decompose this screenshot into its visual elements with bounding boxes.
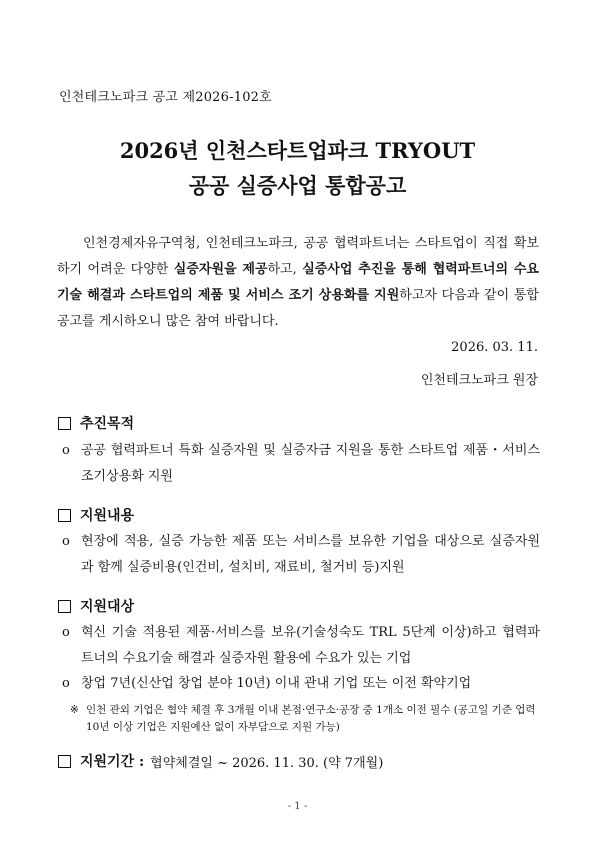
announcement-date: 2026. 03. 11.: [451, 340, 538, 355]
section-content-heading: [58, 505, 134, 525]
intro-text-3: 하고자 다음과 같이 통합공고를 게시하오니 많은 참여 바랍니다.: [57, 288, 539, 329]
note: [70, 702, 540, 736]
note-text: 인천 관외 기업은 협약 체결 후 3개월 이내 본점·연구소·공장 중 1개소 이전 필수 (공고일 기준 업력 10년 이상 기업은 지원예산 없이 자부담으로 지원 가능): [86, 704, 536, 733]
title-line-1: 2026년 인천스타트업파크 TRYOUT: [119, 138, 476, 163]
period-value: 협약체결일 ~ 2026. 11. 30. (약 7개월): [150, 755, 384, 771]
section-heading-text: 지원내용: [80, 508, 135, 524]
list-item: [62, 529, 540, 581]
checkbox-square-icon: [58, 755, 71, 768]
section-heading-text: 추진목적: [80, 416, 135, 432]
checkbox-square-icon: [58, 417, 71, 430]
bullet-icon: o: [62, 534, 70, 549]
page-number: - 1 -: [287, 801, 308, 812]
section-period-heading: [58, 751, 383, 771]
checkbox-square-icon: [58, 600, 71, 613]
intro-text-1: 인천경제자유구역청, 인천테크노파크, 공공 협력파트너는 스타트업이 직접 확보하기 어려운 다양한: [57, 236, 539, 277]
bullet-icon: o: [62, 443, 70, 458]
intro-bold-2: 실증사업 추진을 통해 협력파트너의 수요기술 해결과 스타트업의 제품 및 서비스 조기 상용화를 지원: [57, 262, 539, 303]
intro-text-2: 하고,: [267, 262, 303, 277]
intro-bold-1: 실증자원을 제공: [173, 262, 268, 277]
list-item: [62, 620, 540, 672]
title-line-2: 공공 실증사업 통합공고: [188, 173, 407, 198]
list-item-text: 공공 협력파트너 특화 실증자원 및 실증자금 지원을 통한 스타트업 제품・서비스 조기상용화 지원: [81, 443, 540, 484]
section-target-heading: [58, 596, 134, 616]
section-heading-text: 지원기간 :: [80, 754, 145, 770]
list-item: [62, 438, 540, 490]
bullet-icon: o: [62, 625, 70, 640]
issuer: 인천테크노파크 원장: [420, 373, 538, 388]
checkbox-square-icon: [58, 509, 71, 522]
intro-paragraph: [57, 231, 539, 335]
reference-mark-icon: ※: [70, 704, 79, 716]
bullet-icon: o: [62, 676, 70, 691]
section-purpose-heading: [58, 413, 134, 433]
list-item-text: 현장에 적용, 실증 가능한 제품 또는 서비스를 보유한 기업을 대상으로 실증자원과 함께 실증비용(인건비, 설치비, 재료비, 철거비 등)지원: [81, 534, 540, 575]
list-item-text: 혁신 기술 적용된 제품·서비스를 보유(기술성숙도 TRL 5단계 이상)하고 협력파트너의 수요기술 해결과 실증자원 활용에 수요가 있는 기업: [81, 625, 540, 666]
document-number: 인천테크노파크 공고 제2026-102호: [59, 90, 272, 105]
list-item-text: 창업 7년(신산업 창업 분야 10년) 이내 관내 기업 또는 이전 확약기업: [81, 676, 472, 691]
section-heading-text: 지원대상: [80, 599, 135, 615]
list-item: [62, 671, 540, 697]
